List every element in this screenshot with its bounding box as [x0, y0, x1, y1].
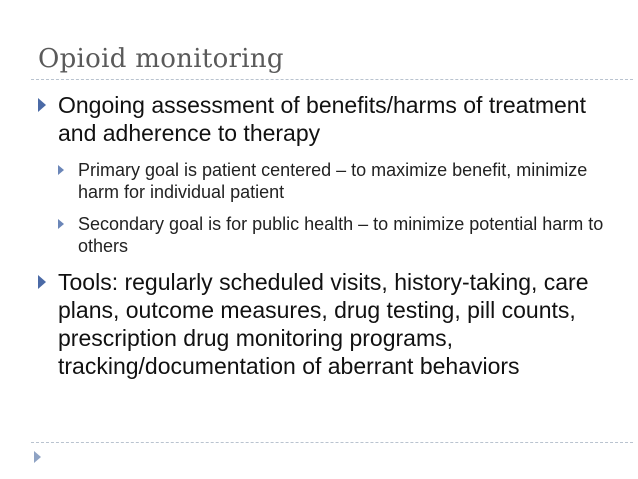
bullet-text: Tools: regularly scheduled visits, history-taking, care plans, outcome measures, drug testing, pill counts, prescription drug monitoring programs, tracking/documentation of aberrant behaviors: [58, 269, 589, 379]
slide-title: Opioid monitoring: [38, 44, 284, 74]
sub-bullet-item: [58, 213, 623, 257]
bullet-item: [38, 268, 618, 380]
title-divider: [31, 79, 633, 80]
bullet-text: Ongoing assessment of benefits/harms of treatment and adherence to therapy: [58, 92, 586, 146]
next-slide-icon[interactable]: [34, 451, 41, 463]
footer-divider: [31, 442, 633, 443]
bullet-item: [38, 91, 618, 147]
sub-bullet-text: Secondary goal is for public health – to minimize potential harm to others: [78, 214, 604, 256]
bullet-arrow-icon: [38, 275, 46, 289]
sub-bullet-arrow-icon: [58, 219, 64, 229]
sub-bullet-item: [58, 159, 623, 203]
sub-bullet-arrow-icon: [58, 165, 64, 175]
sub-bullet-text: Primary goal is patient centered – to maximize benefit, minimize harm for individual patient: [78, 160, 588, 202]
bullet-arrow-icon: [38, 98, 46, 112]
